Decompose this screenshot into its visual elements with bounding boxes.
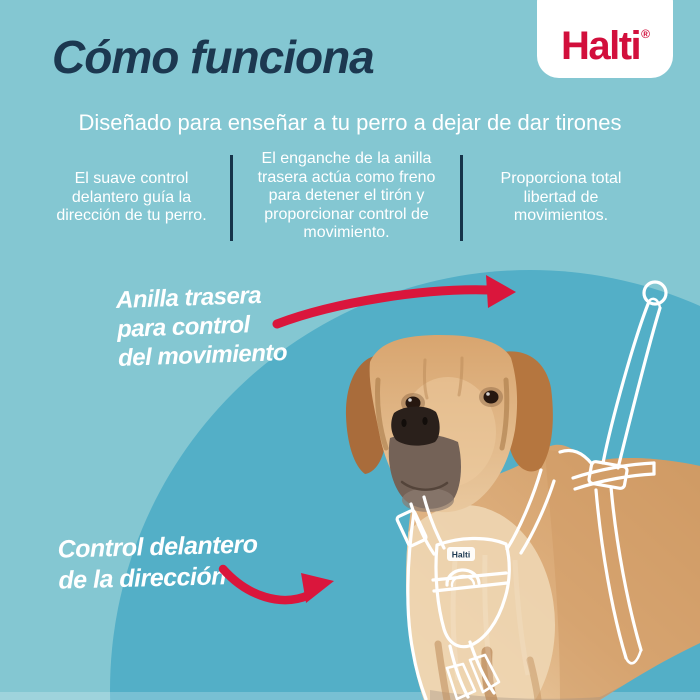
dog-right-eye [484,391,499,404]
page-subtitle: Diseñado para enseñar a tu perro a dejar de dar tirones [78,110,622,135]
harness-label-text: Halti [451,549,471,560]
dog-nose [391,406,439,445]
halti-wordmark: Halti [560,24,641,68]
annotation-line: para control [116,311,251,343]
registered-mark-icon: ® [641,27,651,41]
annotation-line: Control delantero [57,530,258,564]
annotation-line: Anilla trasera [115,281,262,314]
front-control-arrow-icon [223,569,334,603]
benefit-freedom: Proporciona total libertad de movimientos. [500,170,622,225]
annotation-line: del movimiento [117,339,288,372]
annotation-line: de la dirección [58,562,227,595]
harness-brand-label [447,547,475,561]
rear-ring-icon [644,282,666,304]
rear-ring-arrow-icon [277,275,516,324]
page-title: Cómo funciona [52,31,374,83]
benefit-front-control: El suave control delantero guía la dirección de tu perro. [56,170,207,225]
benefit-rear-ring: El enganche de la anilla trasera actúa como freno para detener el tirón y proporcionar control de movimiento. [257,150,436,242]
